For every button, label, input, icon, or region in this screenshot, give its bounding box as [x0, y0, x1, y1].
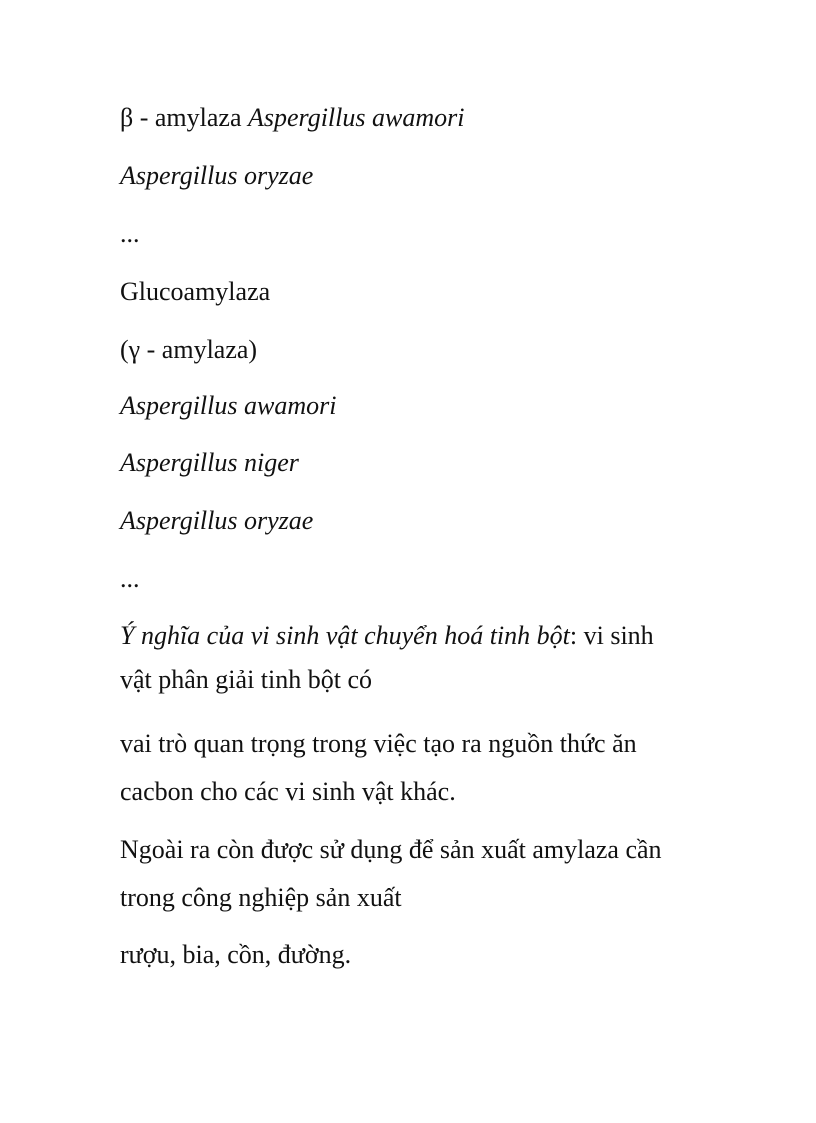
paragraph-line: vật phân giải tinh bột có: [120, 665, 373, 694]
organism-line: Aspergillus awamori: [120, 391, 337, 420]
organism-line: Aspergillus niger: [120, 448, 299, 477]
ellipsis-line: ...: [120, 219, 140, 248]
paragraph-line: Ngoài ra còn được sử dụng để sản xuất amylaza cần: [120, 835, 662, 864]
significance-text-start: : vi sinh: [569, 621, 654, 650]
paragraph-line: trong công nghiệp sản xuất: [120, 883, 402, 912]
enzyme-glucoamylaza-line: Glucoamylaza: [120, 277, 271, 306]
enzyme-name: β - amylaza: [120, 103, 248, 132]
paragraph-line: vai trò quan trọng trong việc tạo ra nguồn thức ăn: [120, 729, 637, 758]
significance-heading-line: [120, 620, 654, 652]
significance-heading: Ý nghĩa của vi sinh vật chuyển hoá tinh bột: [120, 621, 570, 650]
enzyme-gamma-amylaza-line: (γ - amylaza): [120, 335, 258, 364]
paragraph-line: rượu, bia, cồn, đường.: [120, 940, 352, 969]
organism-line: Aspergillus oryzae: [120, 161, 314, 190]
organism-line: Aspergillus oryzae: [120, 506, 314, 535]
paragraph-line: cacbon cho các vi sinh vật khác.: [120, 777, 456, 806]
enzyme-beta-amylaza-line: [120, 102, 464, 134]
organism-name: Aspergillus awamori: [248, 103, 465, 132]
ellipsis-line: ...: [120, 564, 140, 593]
